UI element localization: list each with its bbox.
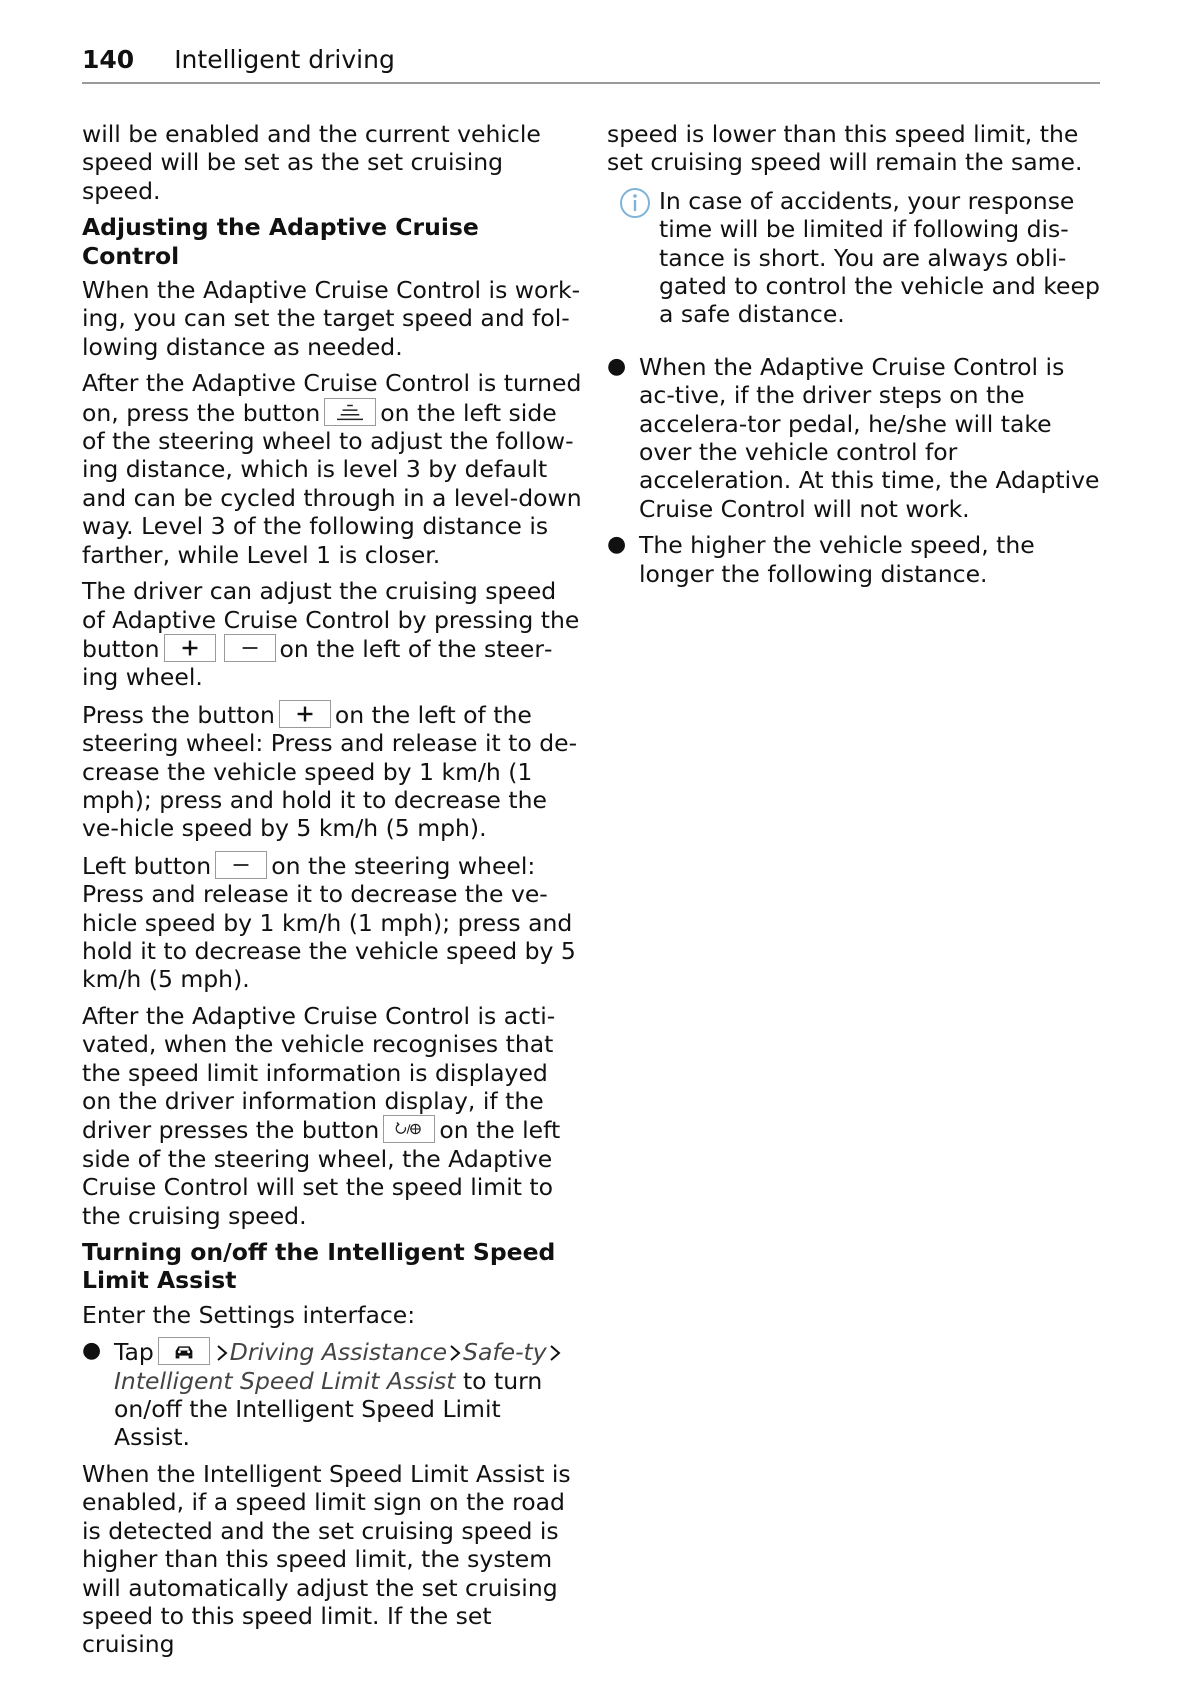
chevron-right-icon [549,1344,561,1362]
list-item [82,1337,582,1452]
page-header [82,44,1100,84]
section-title: Intelligent driving [174,45,395,74]
paragraph: will be enabled and the current vehicle speed will be set as the set cruising speed. [82,120,541,205]
note-text: In case of accidents, your response time will be limited if following dis‐tance is short. You are always obli‐gated to control the vehicle and keep a safe distance. [659,186,1100,329]
chevron-right-icon [449,1344,461,1362]
text: to turn on/off the Intelligent Speed Limit Assist. [114,1366,543,1452]
car-settings-icon [158,1337,210,1365]
right-column [607,120,1107,596]
bullet-dot: ● [607,353,627,379]
info-note [619,187,1107,329]
list-item [607,353,1107,523]
text: Tap [114,1338,154,1367]
bullet-dot: ● [607,532,627,558]
text: After the Adaptive Cruise Control is turned on, press the button [82,369,582,427]
text: Press the button [82,700,275,729]
paragraph: When the Intelligent Speed Limit Assist is enabled, if a speed limit sign on the road is detected and the set cruising speed is higher than this speed limit, the system will automatically adjust the set cruising speed to this speed limit. If the set cruising [82,1459,571,1659]
text: The driver can adjust the cruising speed of Adaptive Cruise Control by pressing the button [82,577,580,663]
list-item-text: When the Adaptive Cruise Control is ac‐tive, if the driver steps on the accelera‐tor pedal, he/she will take over the vehicle control for acceleration. At this time, the Adaptive Cruise Control will not work. [639,352,1100,523]
paragraph-plus [82,700,582,843]
paragraph-minus [82,851,582,994]
paragraph: When the Adaptive Cruise Control is work‐ing, you can set the target speed and fol‐lowing distance as needed. [82,276,581,361]
text: on the left side of the steering wheel, the Adaptive Cruise Control will set the speed limit to the cruising speed. [82,1116,561,1230]
menu-isla: Intelligent Speed Limit Assist [114,1366,456,1395]
text: on the left of the steer‐ing wheel. [82,634,553,692]
following-distance-icon [324,398,376,426]
text: Left button [82,851,212,880]
plus-icon [164,634,216,662]
minus-icon [215,851,267,879]
text: After the Adaptive Cruise Control is acti‐vated, when the vehicle recognises that the speed limit information is displayed on the driver information display, if the driver presses the button [82,1001,556,1145]
minus-icon [224,634,276,662]
menu-driving-assistance: Driving Assistance [229,1338,448,1367]
text: on the left side of the steering wheel to adjust the follow‐ing distance, which is level 3 by default and can be cycled through in a level-down way. Level 3 of the following distance is farther, while Level 1 is closer. [82,398,582,569]
paragraph: Enter the Settings interface: [82,1300,416,1329]
heading-isla: Turning on/off the Intelligent Speed Limit Assist [82,1238,556,1295]
plus-icon [279,700,331,728]
text: on the left of the steering wheel: Press and release it to de‐crease the vehicle speed by 1 km/h (1 mph); press and hold it to decrease the ve‐hicle speed by 5 km/h (5 mph). [82,700,578,843]
text: on the steering wheel: Press and release it to decrease the ve‐hicle speed by 1 km/h (1 mph); press and hold it to decrease the vehicle speed by 5 km/h (5 mph). [82,851,576,994]
speed-limit-set-icon [383,1115,435,1143]
heading-adjusting-acc: Adjusting the Adaptive Cruise Control [82,213,479,270]
info-icon [619,187,659,329]
page-number: 140 [82,45,135,74]
paragraph-speed [82,577,582,692]
bullet-dot: ● [82,1338,102,1364]
paragraph-distance [82,369,582,569]
menu-safety: Safe‐ty [463,1338,547,1367]
paragraph-speed-limit [82,1002,582,1230]
menu-path-text [114,1337,582,1452]
paragraph: speed is lower than this speed limit, the set cruising speed will remain the same. [607,120,1083,177]
list-item [607,531,1107,588]
list-item-text: The higher the vehicle speed, the longer the following distance. [639,531,1035,588]
left-column [82,120,582,1667]
chevron-right-icon [216,1344,228,1362]
